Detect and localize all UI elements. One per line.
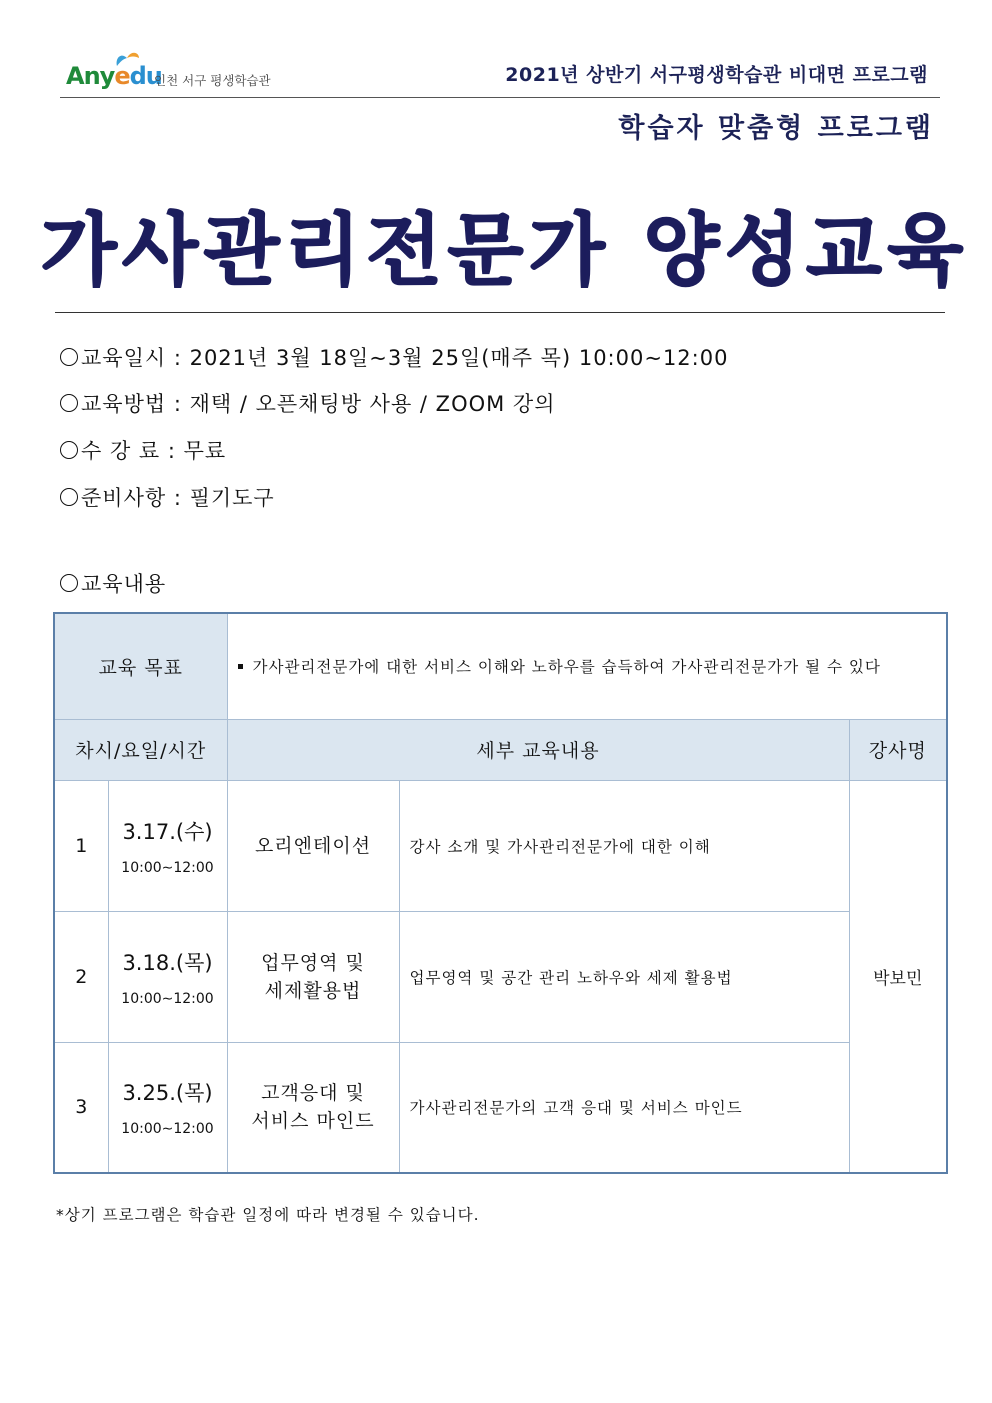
circle-bullet-icon [60,574,78,592]
goal-row [54,613,947,719]
session-number: 2 [54,911,108,1042]
table-row [54,911,947,1042]
header-divider [60,97,940,98]
session-date: 3.17.(수) 10:00∼12:00 [108,780,227,911]
circle-bullet-icon [60,348,78,366]
session-detail: 업무영역 및 공간 관리 노하우와 세제 활용법 [399,911,849,1042]
logo-wordmark: Anyedu [66,62,162,90]
schedule-table [53,612,948,1174]
col-teacher-header: 강사명 [849,719,947,780]
session-topic: 오리엔테이션 [227,780,399,911]
info-schedule: 교육일시 : 2021년 3월 18일∼3월 25일(매주 목) 10:00∼12:00 [60,342,728,372]
col-detail-header: 세부 교육내용 [227,719,849,780]
info-fee: 수 강 료 : 무료 [60,435,226,465]
circle-bullet-icon [60,394,78,412]
anyedu-logo [66,52,326,96]
session-topic: 고객응대 및 서비스 마인드 [227,1042,399,1173]
program-header: 2021년 상반기 서구평생학습관 비대면 프로그램 [505,64,928,86]
goal-text: 가사관리전문가에 대한 서비스 이해와 노하우를 습득하여 가사관리전문가가 될 수 있다 [227,613,947,719]
program-subtitle: 학습자 맞춤형 프로그램 [618,113,934,144]
content-heading: 교육내용 [60,568,166,598]
footnote: *상기 프로그램은 학습관 일정에 따라 변경될 수 있습니다. [56,1206,480,1224]
table-header-row [54,719,947,780]
goal-label: 교육 목표 [54,613,227,719]
session-detail: 강사 소개 및 가사관리전문가에 대한 이해 [399,780,849,911]
teacher-name: 박보민 [849,780,947,1173]
session-date: 3.25.(목) 10:00∼12:00 [108,1042,227,1173]
info-method: 교육방법 : 재택 / 오픈채팅방 사용 / ZOOM 강의 [60,388,556,418]
circle-bullet-icon [60,488,78,506]
session-date: 3.18.(목) 10:00∼12:00 [108,911,227,1042]
circle-bullet-icon [60,441,78,459]
session-number: 1 [54,780,108,911]
session-detail: 가사관리전문가의 고객 응대 및 서비스 마인드 [399,1042,849,1173]
table-row [54,1042,947,1173]
logo-subtitle: 인천 서구 평생학습관 [154,73,271,88]
table-row [54,780,947,911]
leaf-icon [113,50,141,68]
session-topic: 업무영역 및 세제활용법 [227,911,399,1042]
session-number: 3 [54,1042,108,1173]
info-supplies: 준비사항 : 필기도구 [60,482,275,512]
title-divider [55,312,945,313]
col-session-header: 차시/요일/시간 [54,719,227,780]
page-title: 가사관리전문가 양성교육 [41,206,969,296]
square-bullet-icon [238,664,243,669]
